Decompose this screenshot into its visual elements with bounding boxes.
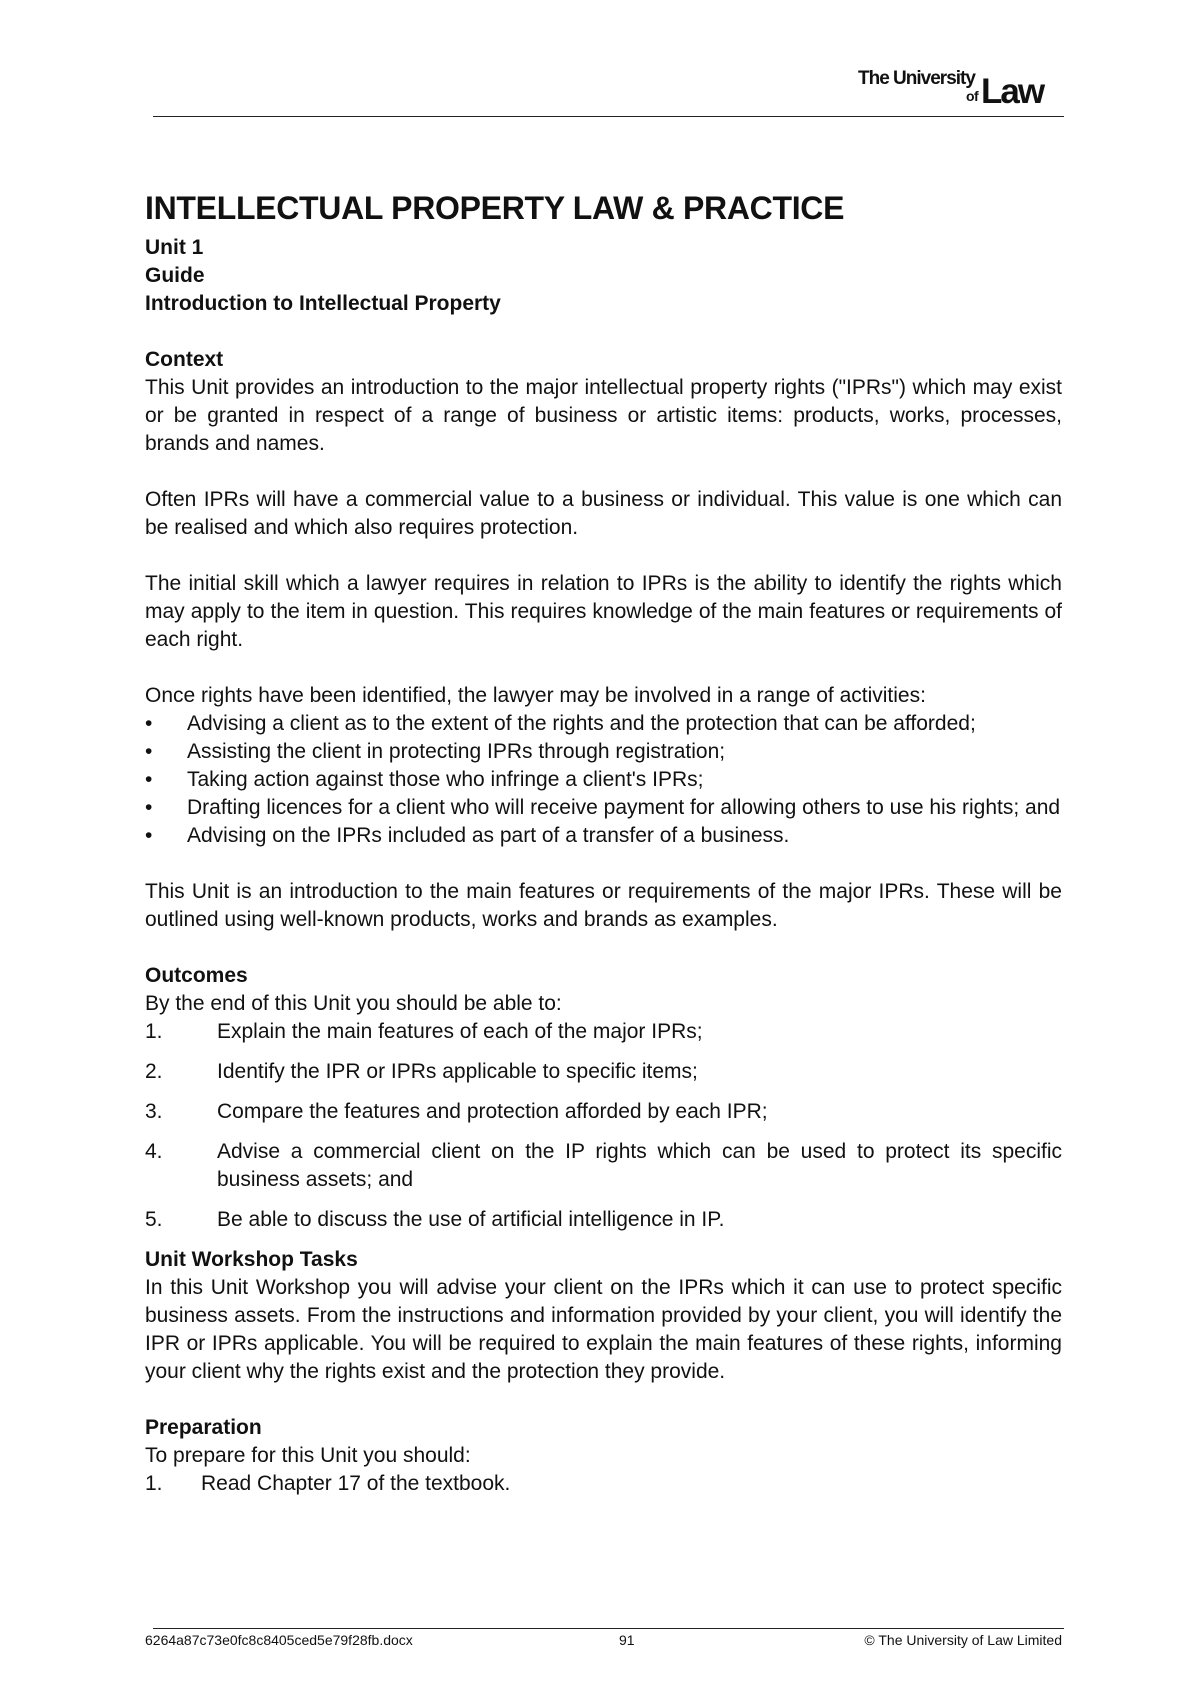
outcomes-intro: By the end of this Unit you should be able to: <box>145 992 562 1015</box>
list-item: • Advising on the IPRs included as part of a transfer of a business. <box>145 822 1062 850</box>
context-paragraph-5: This Unit is an introduction to the main features or requirements of the major IPRs. These will be outlined using well-known products, works and brands as examples. <box>145 880 1062 931</box>
list-item: • Assisting the client in protecting IPRs through registration; <box>145 738 1062 766</box>
list-item: • Taking action against those who infringe a client's IPRs; <box>145 766 1062 794</box>
list-item: 1. Read Chapter 17 of the textbook. <box>145 1472 511 1495</box>
list-item: • Drafting licences for a client who will receive payment for allowing others to use his rights; and <box>145 794 1062 822</box>
page-footer <box>145 1632 1062 1652</box>
preparation-list <box>145 1470 1062 1498</box>
list-item: 5. Be able to discuss the use of artificial intelligence in IP. <box>145 1208 725 1231</box>
footer-divider <box>153 1628 1064 1629</box>
logo-text-law: Law <box>981 72 1044 111</box>
header-divider <box>153 116 1064 117</box>
list-item: • Advising a client as to the extent of the rights and the protection that can be afforded; <box>145 710 1062 738</box>
outcomes-list <box>145 1018 1062 1234</box>
bullet-icon: • <box>145 824 153 847</box>
outcomes-heading: Outcomes <box>145 964 248 987</box>
document-title: INTELLECTUAL PROPERTY LAW & PRACTICE <box>145 190 845 226</box>
list-item: 2. Identify the IPR or IPRs applicable to specific items; <box>145 1060 698 1083</box>
bullet-icon: • <box>145 740 153 763</box>
list-item: 1. Explain the main features of each of the major IPRs; <box>145 1020 703 1043</box>
context-paragraph-3: The initial skill which a lawyer requires in relation to IPRs is the ability to identify the rights which may apply to the item in question. This requires knowledge of the main features or requirements of each right. <box>145 572 1062 651</box>
context-paragraph-4: Once rights have been identified, the lawyer may be involved in a range of activities: <box>145 684 926 707</box>
bullet-icon: • <box>145 796 153 819</box>
university-logo <box>858 68 1068 114</box>
document-body <box>145 190 1062 1498</box>
workshop-paragraph: In this Unit Workshop you will advise your client on the IPRs which it can use to protect specific business assets. From the instructions and information provided by your client, you will identify the IPR or IPRs applicable. You will be required to explain the main features of these rights, informing your client why the rights exist and the protection they provide. <box>145 1276 1062 1383</box>
context-heading: Context <box>145 348 224 371</box>
footer-copyright: © The University of Law Limited <box>864 1632 1062 1648</box>
activities-list <box>145 710 1062 850</box>
list-item: 4. Advise a commercial client on the IP rights which can be used to protect its specific business assets; and <box>145 1140 1062 1191</box>
logo-text-of: of <box>966 88 979 104</box>
unit-label: Unit 1 <box>145 236 204 259</box>
document-subtitle: Introduction to Intellectual Property <box>145 292 501 315</box>
context-paragraph-2: Often IPRs will have a commercial value to a business or individual. This value is one which can be realised and which also requires protection. <box>145 488 1062 539</box>
guide-label: Guide <box>145 264 205 287</box>
preparation-heading: Preparation <box>145 1416 262 1439</box>
workshop-heading: Unit Workshop Tasks <box>145 1248 358 1271</box>
preparation-intro: To prepare for this Unit you should: <box>145 1444 471 1467</box>
footer-filename: 6264a87c73e0fc8c8405ced5e79f28fb.docx <box>145 1632 413 1648</box>
bullet-icon: • <box>145 768 153 791</box>
page-number: 91 <box>619 1632 635 1648</box>
context-paragraph-1: This Unit provides an introduction to the major intellectual property rights ("IPRs") which may exist or be granted in respect of a range of business or artistic items: products, works, processes, brands and names. <box>145 376 1062 455</box>
bullet-icon: • <box>145 712 153 735</box>
logo-text-university: The University <box>858 68 975 89</box>
list-item: 3. Compare the features and protection afforded by each IPR; <box>145 1100 768 1123</box>
